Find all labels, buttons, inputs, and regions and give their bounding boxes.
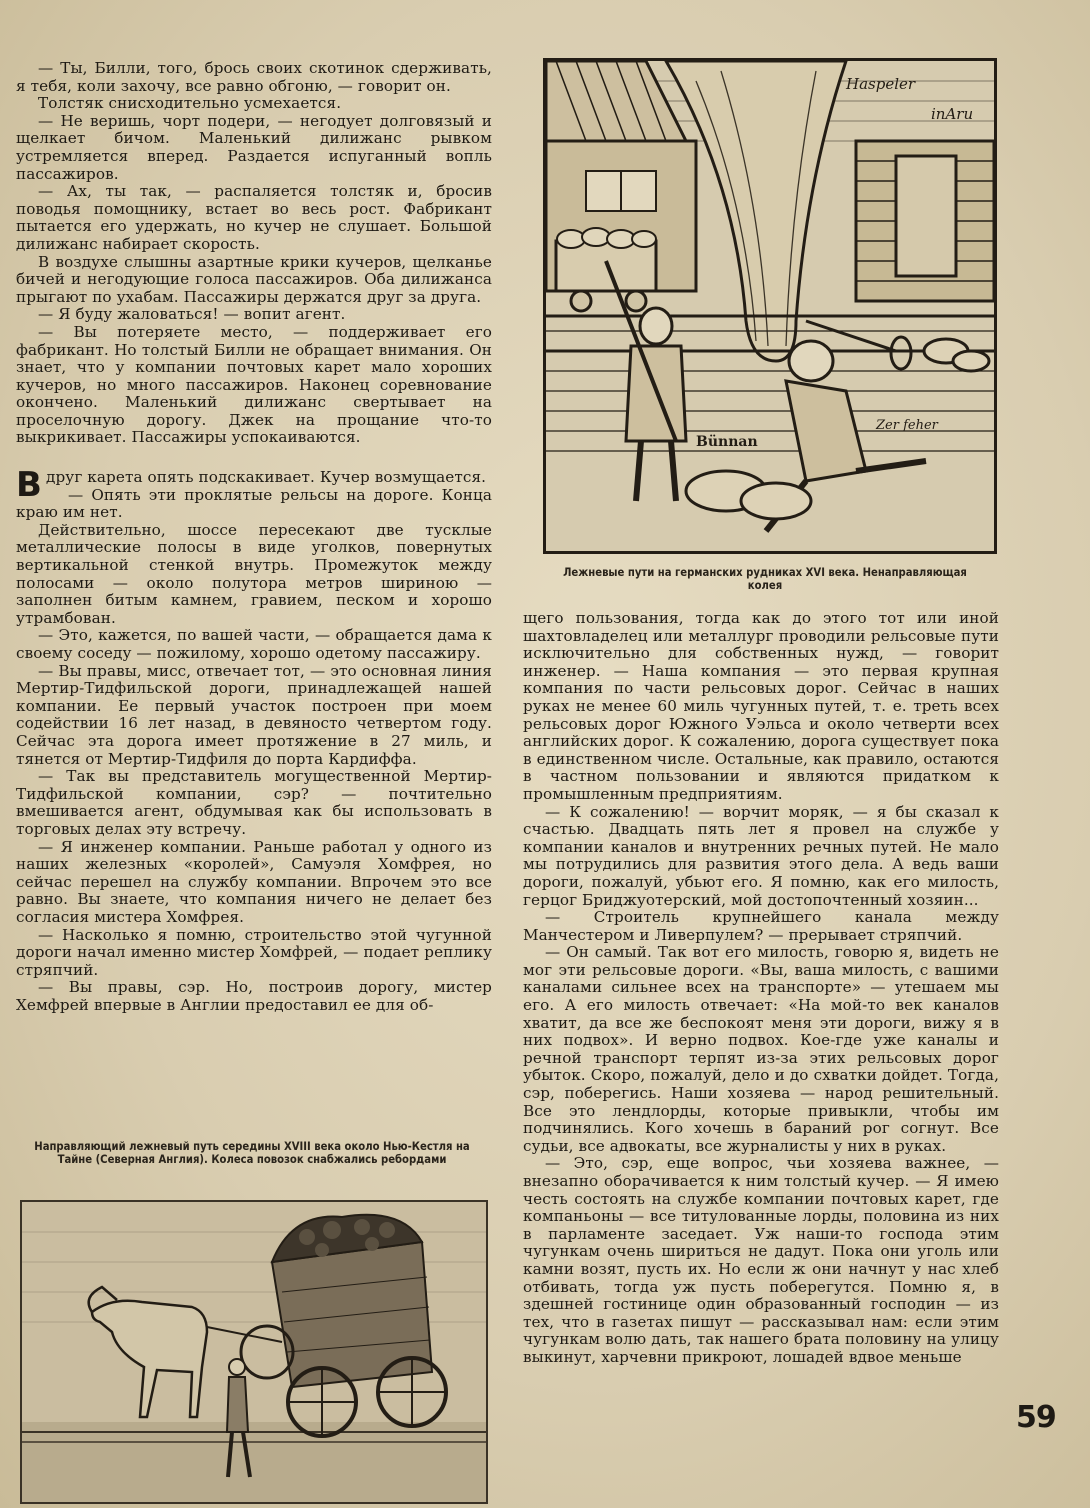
paragraph: — Ах, ты так, — распаляется толстяк и, бросив поводья помощнику, встает во весь рост. Фабрикант пытается его удержать, но кучер не слушает. Большой дилижанс набирает скорость. xyxy=(16,182,492,253)
paragraph: — Я буду жаловаться! — вопит агент. xyxy=(38,305,346,324)
woodcut-caption: Лежневые пути на германских рудниках XVI века. Ненаправляющая колея xyxy=(563,566,967,592)
paragraph: щего пользования, тогда как до этого тот или иной шахтовладелец или металлург проводили рельсовые пути исключительно для собственных нужд, — говорит инженер. — Наша компания — это первая крупная компания по части рельсовых дорог. Сейчас в наших руках не менее 60 миль чугунных путей, т. е. треть всех рельсовых дорог Южного Уэльса и около четверти всех английских дорог. К сожалению, дорога существует пока в единственном числе. Остальные, как правило, остаются в частном пользовании и являются придатком к промышленным предприятиям. xyxy=(523,609,999,803)
engraving-caption: Направляющий лежневый путь середины XVIII века около Нью-Кестля на Тайне (Северная Англия). Колеса повозок снабжались ребордами xyxy=(34,1140,470,1166)
dropcap-paragraph-text: друг карета опять подскакивает. Кучер возмущается. xyxy=(46,468,487,487)
paragraph: — Это, кажется, по вашей части, — обращается дама к своему соседу — пожилому, хорошо одетому пассажиру. xyxy=(16,626,492,662)
paragraph: — Строитель крупнейшего канала между Манчестером и Ливерпулем? — прерывает стряпчий. xyxy=(523,908,999,944)
woodcut-label-3: Zer feher xyxy=(876,418,938,433)
paragraph: Толстяк снисходительно усмехается. xyxy=(38,94,342,113)
page-number: 59 xyxy=(1016,1400,1056,1435)
right-text-column xyxy=(523,610,999,1367)
woodcut-label-4: Bünnan xyxy=(696,434,758,450)
paragraph: — Он самый. Так вот его милость, говорю я, видеть не мог эти рельсовые дороги. «Вы, ваша милость, с вашими каналами сильнее всех на транспорте» — утешаем мы его. А его милость отвечает: «На мой-то век каналов хватит, да все же беспокоят меня эти дороги, вижу я в них подвох». И верно подвох. Кое-где уже каналы и речной транспорт терпят из-за этих рельсовых дорог убыток. Скоро, пожалуй, дело и до схватки дойдет. Тогда, сэр, поберегись. Наши хозяева — народ решительный. Все это лендлорды, которые привыкли, чтобы им подчинялись. Кого хочешь в бараний рог согнут. Все судьи, все адвокаты, все журналисты у них в руках. xyxy=(523,943,999,1155)
paragraph: — Ты, Билли, того, брось своих скотинок сдерживать, я тебя, коли захочу, все равно обгоню, — говорит он. xyxy=(16,59,492,95)
paragraph: — Это, сэр, еще вопрос, чьи хозяева важнее, — внезапно оборачивается к ним толстый кучер. — Я имею честь состоять на службе компании почтовых карет, где компаньоны — все титулованные лорды, половина из них в парламенте заседает. Уж наши-то господа этим чугункам очень шириться не дадут. Пока они уголь или камни возят, пусть их. Но если ж они начнут у нас хлеб отбивать, тогда уж пусть поберегутся. Помню я, в здешней гостинице один образованный господин — из тех, что в газетах пишут — рассказывал нам: если этим чугункам волю дать, так нашего брата половину на улицу выкинут, харчевни прикроют, лошадей вдвое меньше xyxy=(523,1154,999,1366)
paragraph: — Я инженер компании. Раньше работал у одного из наших железных «королей», Самуэля Хомфрея, но сейчас перешел на службу компании. Впрочем это все равно. Вы знаете, что компания ничего не делает без согласия мистера Хомфрея. xyxy=(16,837,492,926)
paragraph: — Не веришь, чорт подери, — негодует долговязый и щелкает бичом. Маленький дилижанс рывком устремляется вперед. Раздается испуганный вопль пассажиров. xyxy=(16,111,492,183)
paragraph: В воздухе слышны азартные крики кучеров, щелканье бичей и негодующие голоса пассажиров. Оба дилижанса прыгают по ухабам. Пассажиры держатся друг за друга. xyxy=(16,252,492,306)
woodcut-label-1: Haspeler xyxy=(846,75,916,93)
woodcut-drawing xyxy=(546,61,994,551)
paragraph: — Вы правы, сэр. Но, построив дорогу, мистер Хемфрей впервые в Англии предоставил ее для об- xyxy=(16,978,492,1014)
paragraph: — К сожалению! — ворчит моряк, — я бы сказал к счастью. Двадцать пять лет я провел на службе у компании каналов и внутренних речных путей. Не мало мы потрудились для развития этого дела. А ведь ваши дороги, пожалуй, убьют его. Я помню, как его милость, герцог Бриджуотерский, мой достопочтенный хозяин... xyxy=(523,802,999,909)
paragraph: — Вы потеряете место, — поддерживает его фабрикант. Но толстый Билли не обращает внимания. Он знает, что у компании почтовых карет мало хороших кучеров, но много пассажиров. Наконец соревнование окончено. Маленький дилижанс свертывает на проселочную дорогу. Джек на прощание что-то выкрикивает. Пассажиры успокаиваются. xyxy=(16,322,492,447)
paragraph: — Насколько я помню, строительство этой чугунной дороги начал именно мистер Хомфрей, — подает реплику стряпчий. xyxy=(16,925,492,979)
woodcut-illustration xyxy=(543,58,997,554)
engraving-drawing xyxy=(22,1202,486,1502)
woodcut-label-2: inAru xyxy=(931,105,974,123)
left-text-column xyxy=(16,60,492,1014)
paragraph: — Опять эти проклятые рельсы на дороге. Конца краю им нет. xyxy=(16,485,492,522)
paragraph: Действительно, шоссе пересекают две тусклые металлические полосы в виде уголков, повернутых вертикальной стенкой внутрь. Промежуток между полосами — около полутора метров шириною — заполнен битым камнем, гравием, песком и хорошо утрамбован. xyxy=(16,520,492,627)
paragraph: — Так вы представитель могущественной Мертир-Тидфильской компании, сэр? — почтительно вмешивается агент, обдумывая как бы использовать в торговых делах эту встречу. xyxy=(16,767,492,838)
engraving-illustration xyxy=(20,1200,488,1504)
drop-cap: В xyxy=(16,465,43,506)
paragraph: — Вы правы, мисс, отвечает тот, — это основная линия Мертир-Тидфильской дороги, принадлежащей нашей компании. Ее первый участок построен при моем содействии 16 лет назад, в девяносто четвертом году. Сейчас эта дорога имеет протяжение в 27 миль, и тянется от Мертир-Тидфиля до порта Кардиффа. xyxy=(16,661,492,768)
